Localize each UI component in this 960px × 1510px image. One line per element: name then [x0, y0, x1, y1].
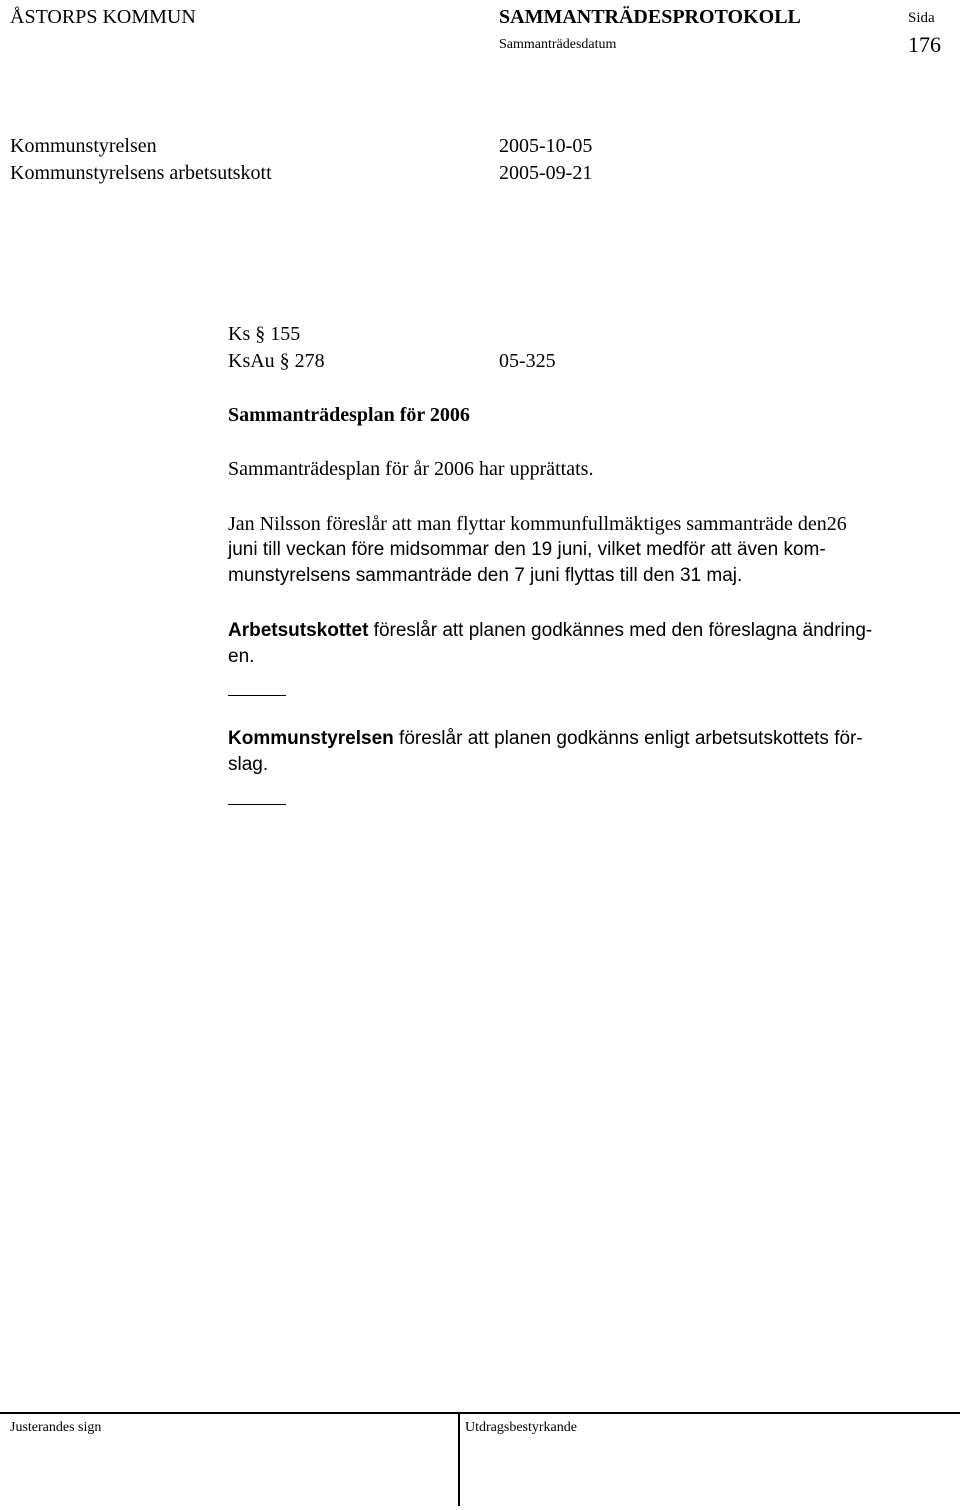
page-label: Sida — [908, 10, 935, 26]
intro-paragraph: Sammanträdesplan för år 2006 har upprättats. — [228, 458, 594, 480]
ksau-paragraph-ref: KsAu § 278 — [228, 350, 325, 372]
board-actor: Kommunstyrelsen — [228, 728, 394, 749]
board-text-cont: slag. — [228, 754, 269, 775]
board-proposal — [228, 726, 944, 778]
proposal-paragraph — [228, 511, 944, 589]
proposal-line: munstyrelsens sammanträde den 7 juni flyttas till den 31 maj. — [228, 565, 743, 586]
document-title: SAMMANTRÄDESPROTOKOLL — [499, 6, 801, 28]
proposal-line: juni till veckan före midsommar den 19 juni, vilket medför att även kom- — [228, 539, 826, 560]
section-heading: Sammanträdesplan för 2006 — [228, 404, 470, 426]
signature-label: Justerandes sign — [10, 1420, 102, 1435]
ks-paragraph-ref: Ks § 155 — [228, 323, 301, 345]
page-number: 176 — [908, 32, 941, 57]
committee-text-cont: en. — [228, 646, 255, 667]
body-name-committee: Kommunstyrelsens arbetsutskott — [10, 162, 272, 184]
committee-actor: Arbetsutskottet — [228, 620, 369, 641]
separator-rule — [228, 804, 286, 805]
body-date-board: 2005-10-05 — [499, 135, 593, 157]
committee-text: föreslår att planen godkännes med den föreslagna ändring- — [368, 620, 873, 641]
separator-rule — [228, 695, 286, 696]
body-name-board: Kommunstyrelsen — [10, 135, 157, 157]
municipality-name: ÅSTORPS KOMMUN — [10, 6, 196, 28]
case-number: 05-325 — [499, 350, 556, 372]
board-text: föreslår att planen godkänns enligt arbetsutskottets för- — [393, 728, 863, 749]
meeting-date-label: Sammanträdesdatum — [499, 37, 617, 52]
body-date-committee: 2005-09-21 — [499, 162, 593, 184]
footer-divider — [458, 1412, 460, 1506]
certification-label: Utdragsbestyrkande — [465, 1420, 577, 1435]
footer-rule — [0, 1412, 960, 1414]
proposal-line: Jan Nilsson föreslår att man flyttar kommunfullmäktiges sammanträde den26 — [228, 513, 847, 535]
committee-proposal — [228, 618, 944, 670]
